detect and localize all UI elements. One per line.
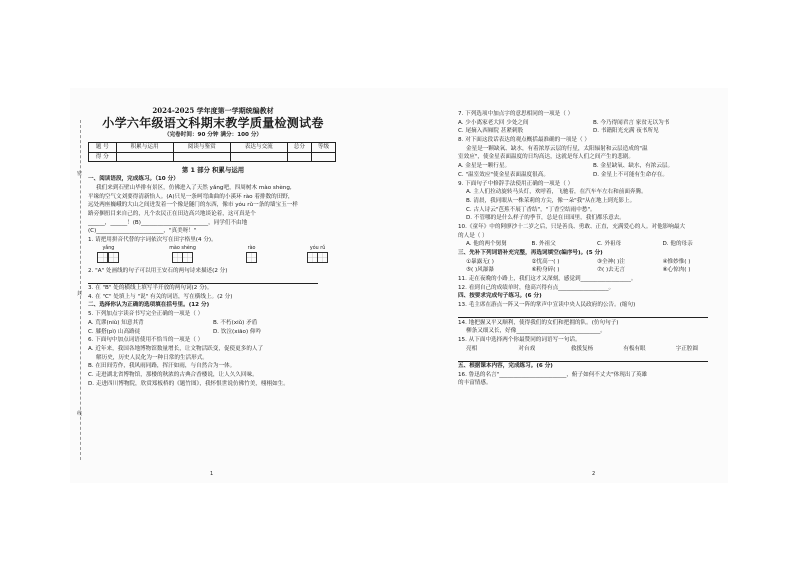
q11-words [458,258,728,267]
question-3: 3. 在 "B" 处的横线上填写半开放的两句词(2 分)。 [88,285,213,292]
q8-options [458,162,728,171]
q6-option[interactable]: A. 近年来，我国各地博物馆数量增长，让文物活跃变，促使更多的人了 [88,345,264,352]
word-blank[interactable]: ④惟妙惟( ) [662,258,691,265]
section-2: 二、选择你认为正确的选项填在括号里。(12 分) [88,302,210,309]
pinyin-label: rào [247,245,256,251]
question-2: 2. "A" 处画线的句子可以用王安石的两句诗来描述(2 分) [88,267,228,274]
answer-line[interactable] [458,310,728,319]
q9-option[interactable]: B. 清晨，我同眼从一株茉莉的方尖，像一朵"我"从在地上到光影上。 [466,197,636,204]
score-label: 得 分 [89,152,117,162]
pinyin-label: mào shèng [169,245,196,251]
word-blank[interactable]: ③全神( )注 [597,258,625,265]
grid-box[interactable] [317,252,328,263]
question-10: 10.《童年》中的阿廖沙十二岁之后，只是善良、勇敢、正直，充满爱心的人。对他影响最大 [458,223,686,230]
question-13: 13. 毛主席在游点一阵又一阵的掌声中宣读中央人民政府的公告。(缩句) [458,302,636,309]
page-number-1: 1 [210,471,214,477]
score-cell[interactable] [287,152,311,162]
exam-title: 小学六年级语文科期末教学质量检测试卷 [102,116,324,130]
q5-options [88,319,338,328]
q6-option-cont: 解历史，历史人民化为一种日常的生活形式。 [96,354,208,361]
exam-year: 2024-2025 学年度第一学期统编教材 [152,106,274,115]
passage-line: 远处两座巍峨的大山之间迸发着一个像是隧门的东西，像市 yóu rǔ一条的墙宝玉一样 [88,202,298,209]
q7-options [458,127,728,136]
grid-box[interactable] [97,252,108,263]
grid-box[interactable] [246,252,257,263]
tianzige-grids [88,245,338,267]
word-choice[interactable]: 字正腔圆 [675,345,699,352]
score-table [88,142,336,162]
score-head: 表达与交流 [230,143,287,153]
q9-option[interactable]: C. 古人诗云"芭蕉不展丁香结"，"丁香空结雨中愁"。 [466,206,596,213]
option[interactable]: A. 少小离家老大回 少处之间 [458,119,529,126]
q15-words [458,345,728,354]
option[interactable]: D. 书籍阳光充满 夜书所见 [593,128,659,135]
question-4: 4. 在 "C" 处填上与 "说" 有关的词语，写在横线上。(2 分) [88,293,233,300]
word-blank[interactable]: ⑧心惊肉( ) [662,267,691,274]
word-blank[interactable]: ②忧高一( ) [531,258,560,265]
section-3: 三、先补下列词语补充完整，再选词填空(编序号)。(5 分) [458,250,603,256]
word-choice[interactable]: 救援复杨 [570,345,594,352]
question-10-cont: 的人是（ ） [458,232,488,239]
score-cell[interactable] [116,152,173,162]
grid-group [169,245,196,267]
margin-char-3: 线 [77,411,83,417]
word-choice[interactable]: 亮相 [466,345,478,352]
pinyin-label: yǎng [102,245,115,251]
option[interactable]: B. 今乃得闻君言 家贫无以为书 [593,119,670,126]
option[interactable]: A. 他的两个舅舅 [466,241,507,248]
score-head: 阅读与鉴赏 [173,143,230,153]
q5-options [88,328,338,337]
grid-group [98,245,119,267]
score-head: 积累与运用 [116,143,173,153]
passage-line: (C)________________________，"真美呀！" [88,228,197,235]
option[interactable]: B. 外祖父 [531,241,556,248]
q8-text: 金星是一颗缺氧、缺水，有着浓厚云层的行星，太阳辐射和云层造成的"温 [466,145,648,152]
grid-group [246,245,256,267]
q6-option[interactable]: D. 走进四川博物院，欣赏郑板桥的《题竹图》，我怀恨世说仿佛竹美，栩栩如生。 [88,380,289,387]
question-11: 11. 走在夜晚的小路上，我们这才又深刻，感觉到__________________。 [458,276,637,283]
passage-line: 我们来到石壁山毕排有景区，仿佛进入了天然 yǎng吧，四周树木 mào shèng, [96,184,292,191]
answer-line[interactable] [458,353,728,362]
option[interactable]: D. 他的母亲 [662,241,693,248]
question-5: 5. 下列加点字读音书写完全正确的一项是（ ） [88,311,204,318]
question-6: 6. 下面句中加点词语使用不恰当的一项是（ ） [88,337,204,344]
option[interactable]: D. 金星上不可能有生命存在。 [593,171,668,178]
word-choice[interactable]: 有板有眼 [623,345,646,352]
passage-line: 平缘的空气文刘要得清新怡人。(A)只见一条呵弯曲曲的小溪环 rào 着排数的田野， [88,193,294,200]
option[interactable]: B. 金星缺氧、缺水，有浓云层。 [593,163,674,170]
word-blank[interactable]: ①暴露无( ) [466,258,494,265]
page-number-2: 2 [592,471,596,477]
q6-option[interactable]: B. 在田间劳作，我风雨同路，挥汗如雨，与自然合为一体。 [88,363,236,370]
score-cell[interactable] [173,152,230,162]
option[interactable]: B. 不朽(xiǔ) 矛盾 [213,319,258,326]
q8-options [458,171,728,180]
score-cell[interactable] [230,152,287,162]
margin-char-1: 密 [77,171,83,177]
word-blank[interactable]: ⑤( )风瀑瀑 [466,267,494,274]
question-7: 7. 下列选项中加点字的意思相同的一项是（ ） [458,111,574,117]
option[interactable]: C. 外祖母 [597,241,622,248]
margin-char-2: 封 [77,291,83,297]
question-1: 1. 请把用拼音代替的字词依次写在田字格里(4 分)。 [88,237,217,243]
q8-text: 室效应"，使金星表面温度的日均高达，这就是每人们之间产生的悲剧。 [458,154,634,161]
word-choice[interactable]: 对台戏 [518,345,536,352]
grid-box[interactable] [307,252,318,263]
question-9: 9. 下面句子中修辞手法使用正确的一项是（ ） [458,180,574,187]
pinyin-label: yóu rǔ [309,245,326,251]
option[interactable]: A. 金星是一颗行星。 [458,163,511,170]
exam-subtitle: （完卷时间：90 分钟 满分：100 分） [163,132,263,138]
grid-box[interactable] [108,252,119,263]
q7-options [458,119,728,128]
section-1: 一、阅读语段，完成练习。（10 分） [88,176,179,183]
grid-box[interactable] [182,252,193,263]
question-16-cont: 的丰富情感。 [458,380,492,387]
word-blank[interactable]: ⑦( )去无言 [597,267,625,274]
right-page [458,110,728,388]
grid-box[interactable] [172,252,183,263]
score-head: 题 号 [89,143,117,153]
option[interactable]: D. 饮泣(xiāo) 仰吟 [213,328,262,335]
q9-option[interactable]: A. 主人们拉动旋转马头灯，欢呼着，飞驰着，在汽车车左右和前面奔腾。 [466,189,647,196]
passage-line: 路旁捆扭目来自己的，凡个农民正在田边高兴地谈论着，这可真是个 [88,210,256,217]
q11-words [458,266,728,275]
question-15: 15. 从下面中选择两个你最赞同的词语写一句话。 [458,336,581,343]
option[interactable]: A. 荒谬(niù) 知意其背 [88,319,144,326]
section-4: 四、按要求完成句子练习。(6 分) [458,293,542,300]
question-12: 12. 看到自己的成绩单时，他高兴得有点__________________。 [458,284,615,291]
q9-option[interactable]: D. 不管哪的是什么样子的季节，总是在田园里，我们都乐意去。 [466,215,625,222]
score-head: 总分 [287,143,311,153]
answer-line[interactable] [88,275,338,284]
question-8: 8. 对下面这段话表达的观点概括最准确的一项是（ ） [458,137,590,144]
option[interactable]: C. 尾摘入西厢院 甚紧刺股 [458,128,524,135]
q6-option[interactable]: C. 走进湖北省博物馆，那楼的秋浓的古典合香楼说，让人久久回味。 [88,371,258,378]
section-5: 五、根据课本内容，完成练习。(6 分) [458,362,553,369]
grid-group [307,245,328,267]
score-cell[interactable] [311,152,335,162]
question-16: 16. 鲁迅的名言"________________________，俯子如何不丈夫"体现出了英雄 [458,371,648,378]
part1-title: 第 1 部分 积累与运用 [181,166,245,175]
question-14-cont: 柳条又细又长，好像______________________________。 [466,328,606,335]
option[interactable]: C. "温室效应"使金星表面温度很高。 [458,171,549,178]
word-blank[interactable]: ⑥粉身碎( ) [531,267,560,274]
question-14: 14. 地把握又平又顺利，使得我们的女们和把拥的队。(仿句句子) [458,319,619,326]
q10-options [458,240,728,249]
score-head: 等级 [311,143,335,153]
left-page [88,106,338,388]
passage-line: ______，______！(B)________________________，同学们不由地 [88,219,248,226]
option[interactable]: C. 膝搭(pì) 山高路徒 [88,328,141,335]
